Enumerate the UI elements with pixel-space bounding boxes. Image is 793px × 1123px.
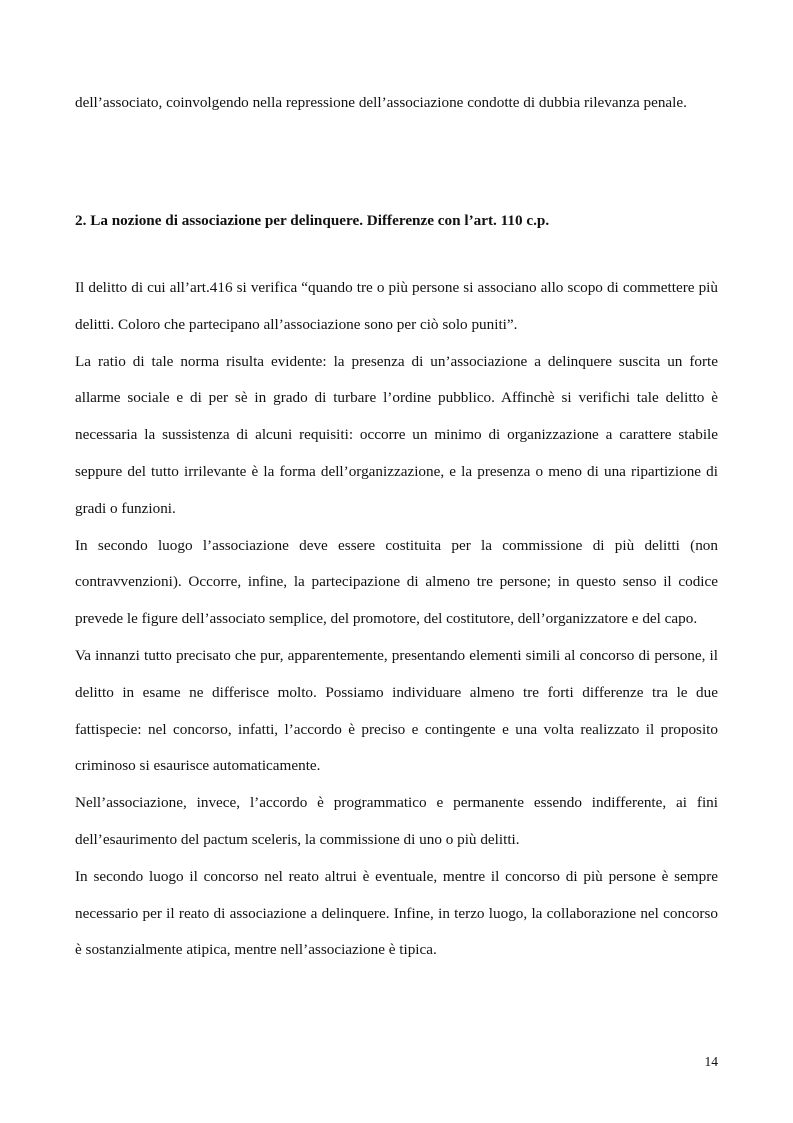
- paragraph-2: La ratio di tale norma risulta evidente: la presenza di un’associazione a delinquere suscita un forte allarme sociale e di per sè in grado di turbare l’ordine pubblico. Affinchè si verifichi tale delitto è necessaria la sussistenza di alcuni requisiti: occorre un minimo di organizzazione a carattere stabile seppure del tutto irrilevante è la forma dell’organizzazione, e la presenza o meno di una ripartizione di gradi o funzioni.: [75, 352, 718, 517]
- section-body: [75, 270, 718, 969]
- continuation-paragraph: [75, 85, 718, 122]
- page-number: 14: [704, 1054, 718, 1069]
- paragraph-4: Va innanzi tutto precisato che pur, apparentemente, presentando elementi simili al concorso di persone, il delitto in esame ne differisce molto. Possiamo individuare almeno tre forti differenze tra le due fattispecie: nel concorso, infatti, l’accordo è preciso e contingente e una volta realizzato il proposito criminoso si esaurisce automaticamente.: [75, 646, 718, 775]
- continuation-text: dell’associato, coinvolgendo nella repressione dell’associazione condotte di dubbia rilevanza penale.: [75, 94, 687, 111]
- paragraph-1: Il delitto di cui all’art.416 si verifica “quando tre o più persone si associano allo scopo di commettere più delitti. Coloro che partecipano all’associazione sono per ciò solo puniti”.: [75, 279, 718, 333]
- section-heading: 2. La nozione di associazione per delinquere. Differenze con l’art. 110 c.p.: [75, 212, 550, 229]
- paragraph-6: In secondo luogo il concorso nel reato altrui è eventuale, mentre il concorso di più persone è sempre necessario per il reato di associazione a delinquere. Infine, in terzo luogo, la collaborazione nel concorso è sostanzialmente atipica, mentre nell’associazione è tipica.: [75, 867, 718, 959]
- paragraph-3: In secondo luogo l’associazione deve essere costituita per la commissione di più delitti (non contravvenzioni). Occorre, infine, la partecipazione di almeno tre persone; in questo senso il codice prevede le figure dell’associato semplice, del promotore, del costitutore, dell’organizzatore e del capo.: [75, 536, 718, 628]
- paragraph-5: Nell’associazione, invece, l’accordo è programmatico e permanente essendo indifferente, ai fini dell’esaurimento del pactum sceleris, la commissione di uno o più delitti.: [75, 794, 718, 848]
